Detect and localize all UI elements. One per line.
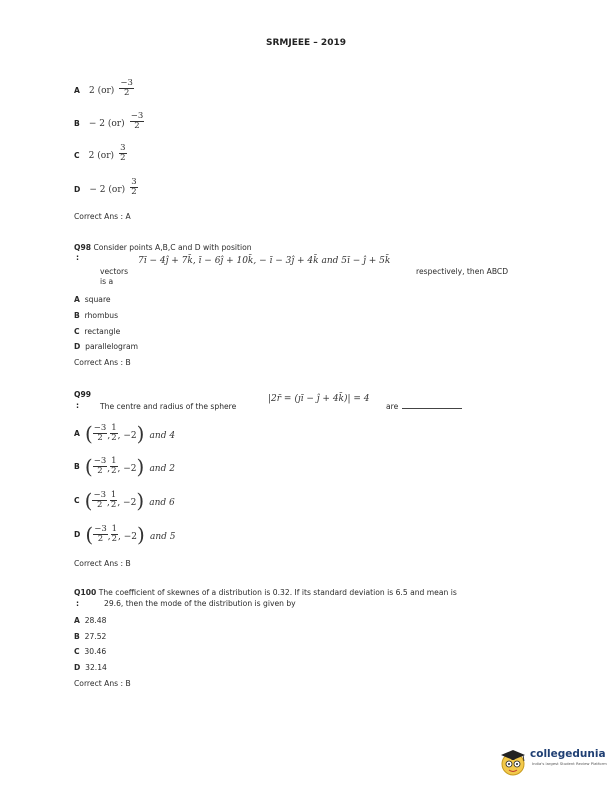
q100-option-a: A 28.48: [74, 616, 107, 625]
q100-option-c: C 30.46: [74, 647, 107, 656]
q98-option-b: B rhombus: [74, 311, 119, 320]
q98-option-c: C rectangle: [74, 327, 121, 336]
q99-option-a: A ( $\frac{-3}{2}$ , $\frac{1}{2}$ , −2) and 4: [74, 421, 176, 446]
q98-correct-answer: Correct Ans : B: [74, 358, 131, 367]
logo-tagline: India's largest Student Review Platform: [532, 761, 607, 766]
fraction: $\frac{-3}{2}$: [120, 78, 133, 98]
q99-stem: The centre and radius of the sphere: [100, 402, 237, 411]
q99-option-d: D ( $\frac{-3}{2}$ , $\frac{1}{2}$ , −2) and 5: [74, 522, 176, 547]
q100-stem-line2: 29.6, then the mode of the distribution is given by: [104, 599, 296, 608]
q100-option-b: B 27.52: [74, 632, 107, 641]
q98-vector-expression: 7ī − 4ĵ + 7k̄, ī − 6ĵ + 10k̄, − ī − 3ĵ + 4k̄ and 5ī − ĵ + 5k̄: [138, 256, 391, 266]
q100-colon: :: [76, 599, 80, 608]
q97-option-c: C 2 (or) $\frac{3}{2}$: [74, 143, 126, 163]
fraction: $\frac{-3}{2}$: [130, 111, 144, 131]
q99-number: Q99: [74, 390, 92, 399]
q99-tail: are: [386, 402, 462, 411]
page-header: SRMJEEE – 2019: [266, 38, 346, 48]
q98-tail: respectively, then ABCD: [416, 267, 509, 276]
q97-option-d: D − 2 (or) $\frac{3}{2}$: [74, 177, 137, 197]
q98-stem: Q98 Consider points A,B,C and D with position: [74, 243, 252, 252]
q98-vectors-label: vectors: [100, 267, 129, 276]
q100-stem-line1: Q100 The coefficient of skewnes of a distribution is 0.32. If its standard deviation is 6.5 and mean is: [74, 588, 457, 597]
q99-sphere-equation: |2r̄ = (ȷī − ĵ + 4k̄)| = 4: [268, 394, 370, 404]
mascot-icon: [498, 747, 528, 777]
q98-option-a: A square: [74, 295, 111, 304]
q99-correct-answer: Correct Ans : B: [74, 559, 131, 568]
fraction: $\frac{3}{2}$: [120, 143, 126, 163]
q97-option-a: A 2 (or) $\frac{-3}{2}$: [74, 78, 133, 98]
logo-name: collegedunia: [530, 748, 606, 760]
q99-option-c: C ( $\frac{-3}{2}$ , $\frac{1}{2}$ , −2) and 6: [74, 488, 175, 513]
q100-correct-answer: Correct Ans : B: [74, 679, 131, 688]
answer-blank: [402, 408, 462, 409]
q98-option-d: D parallelogram: [74, 342, 139, 351]
q97-option-b: B − 2 (or) $\frac{-3}{2}$: [74, 111, 144, 131]
collegedunia-logo: [498, 747, 607, 781]
q97-correct-answer: Correct Ans : A: [74, 212, 131, 221]
q99-option-b: B ( $\frac{-3}{2}$ , $\frac{1}{2}$ , −2) and 2: [74, 454, 175, 479]
q98-colon: :: [76, 253, 80, 262]
fraction: $\frac{3}{2}$: [131, 177, 137, 197]
q99-colon: :: [76, 401, 80, 410]
q98-is-a: is a: [100, 277, 114, 286]
q100-option-d: D 32.14: [74, 663, 107, 672]
